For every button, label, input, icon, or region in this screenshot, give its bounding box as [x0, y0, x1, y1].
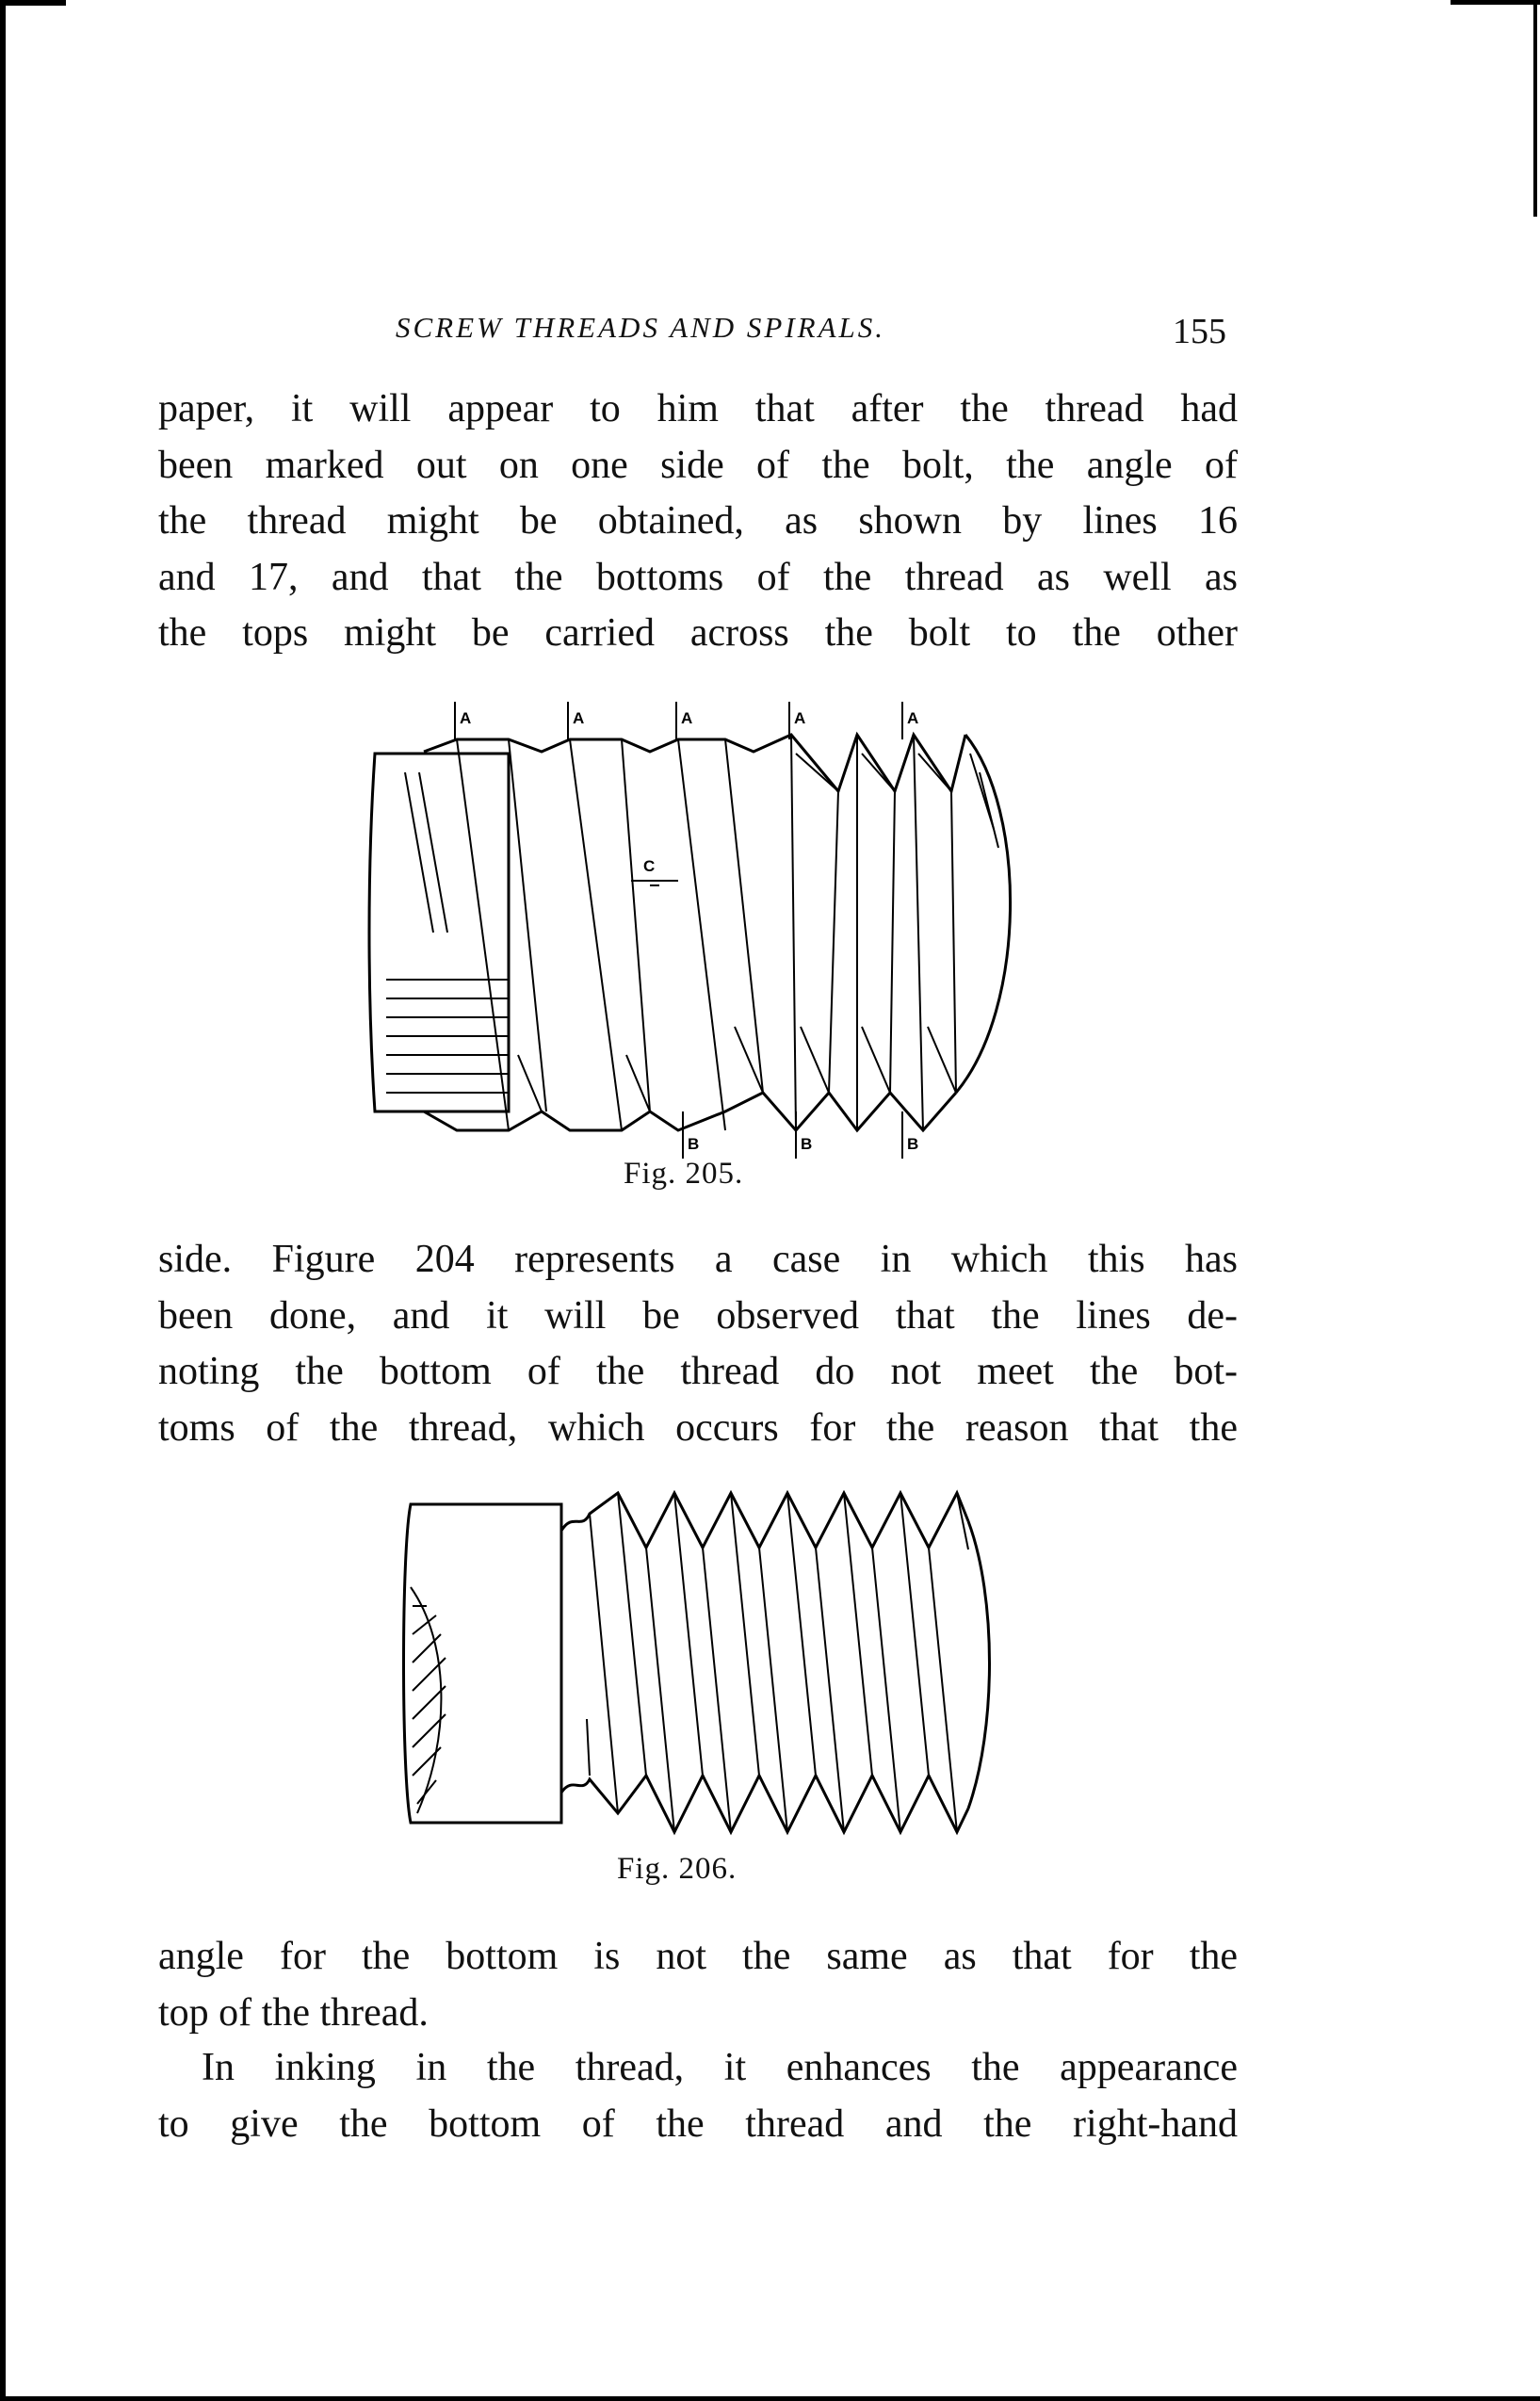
figure-205-label-a: A: [681, 709, 693, 727]
text-line: toms of the thread, which occurs for the reason that the: [158, 1405, 1238, 1450]
text-line: top of the thread.: [158, 1990, 429, 2035]
figure-205-label-a: A: [907, 709, 919, 727]
figure-205-label-a: A: [573, 709, 585, 727]
text-line: been done, and it will be observed that the lines de-: [158, 1293, 1238, 1338]
figure-205-label-a: A: [794, 709, 806, 727]
figure-205-label-a: A: [460, 709, 472, 727]
figure-205-illustration: [367, 697, 1027, 1153]
scan-edge-bottom: [0, 2396, 1540, 2401]
scan-edge-left: [0, 0, 6, 2401]
text-line: side. Figure 204 represents a case in which this has: [158, 1238, 1238, 1281]
figure-205-label-c: C: [643, 857, 656, 875]
figure-205-label-b: B: [688, 1135, 700, 1153]
paragraph-3: [158, 1929, 1238, 2041]
figure-206-caption: Fig. 206.: [617, 1852, 738, 1886]
paragraph-4: [158, 2040, 1238, 2152]
paragraph-2: [158, 1232, 1238, 1456]
figure-205-label-b: B: [801, 1135, 813, 1153]
text-line: In inking in the thread, it enhances the appearance: [202, 2046, 1238, 2089]
text-line: the thread might be obtained, as shown by lines 16: [158, 499, 1238, 543]
figure-205-caption: Fig. 205.: [624, 1157, 744, 1191]
text-line: to give the bottom of the thread and the right-hand: [158, 2101, 1238, 2146]
figure-205-label-b: B: [907, 1135, 919, 1153]
running-title: SCREW THREADS AND SPIRALS.: [396, 311, 886, 344]
text-line: angle for the bottom is not the same as that for the: [158, 1935, 1238, 1978]
scan-edge-top-left: [0, 0, 66, 6]
text-line: been marked out on one side of the bolt, the angle of: [158, 443, 1238, 487]
text-line: the tops might be carried across the bolt to the other: [158, 611, 1238, 655]
text-line: noting the bottom of the thread do not meet the bot-: [158, 1350, 1238, 1393]
scan-edge-top-right: [1451, 0, 1540, 5]
page-number: 155: [1173, 312, 1226, 351]
paragraph-1: [158, 381, 1238, 662]
figure-206-illustration: [394, 1493, 997, 1832]
text-line: and 17, and that the bottoms of the thread as well as: [158, 555, 1238, 599]
scan-edge-right: [1533, 0, 1537, 217]
text-line: paper, it will appear to him that after the thread had: [158, 387, 1238, 430]
